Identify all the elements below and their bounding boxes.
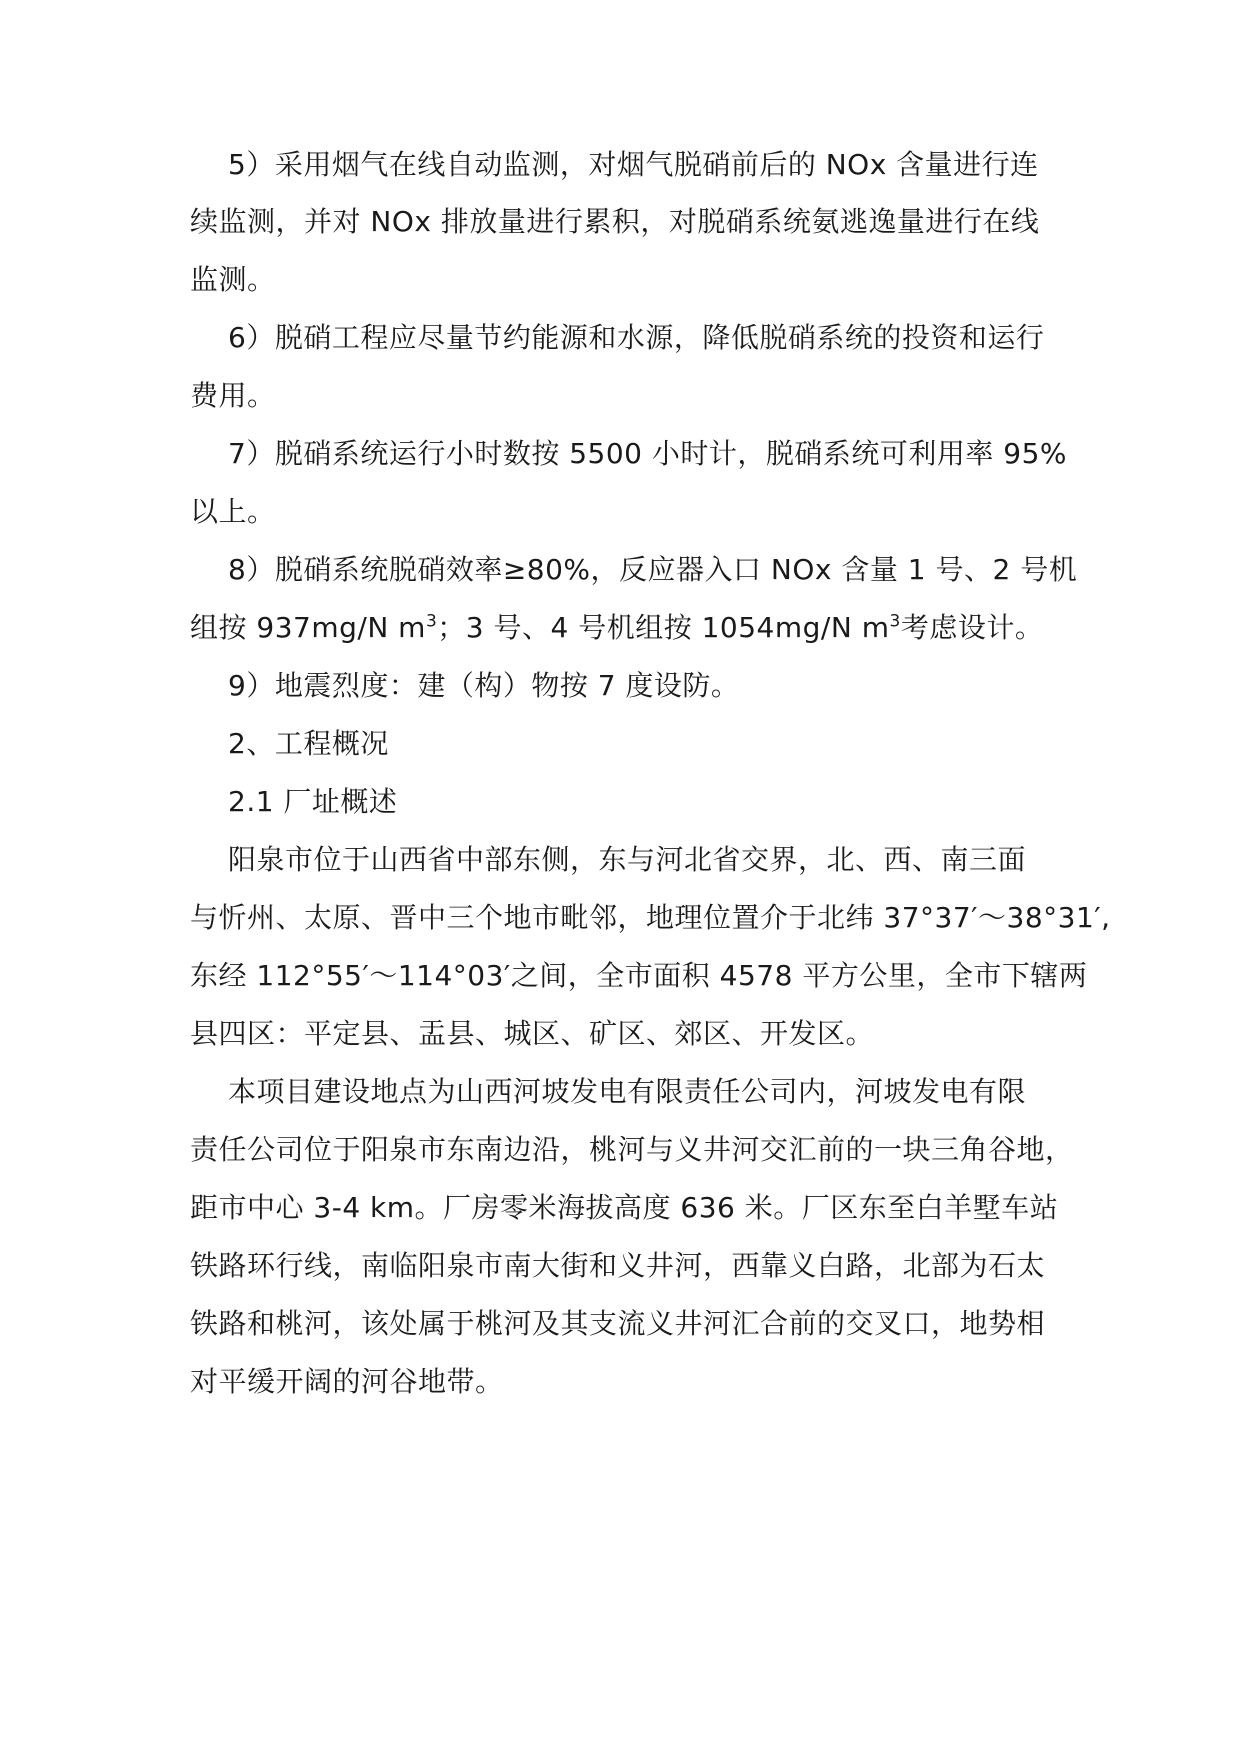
- text-line: 阳泉市位于山西省中部东侧，东与河北省交界，北、西、南三面: [228, 843, 1027, 876]
- text-line: 续监测，并对 NOx 排放量进行累积，对脱硝系统氨逃逸量进行在线: [190, 205, 1040, 238]
- text-line: 监测。: [190, 263, 276, 296]
- superscript: 3: [889, 611, 901, 632]
- text-line: 对平缓开阔的河谷地带。: [190, 1365, 504, 1398]
- text-line: 本项目建设地点为山西河坡发电有限责任公司内，河坡发电有限: [228, 1075, 1027, 1108]
- subsection-heading: 2.1 厂址概述: [228, 785, 398, 818]
- text-line: 5）采用烟气在线自动监测，对烟气脱硝前后的 NOx 含量进行连: [228, 148, 1039, 181]
- text-line: 7）脱硝系统运行小时数按 5500 小时计，脱硝系统可利用率 95%: [228, 437, 1068, 470]
- text-line: 距市中心 3-4 km。厂房零米海拔高度 636 米。厂区东至白羊墅车站: [190, 1191, 1059, 1224]
- text-line: 铁路环行线，南临阳泉市南大街和义井河，西靠义白路，北部为石太: [190, 1249, 1046, 1282]
- text-line: 铁路和桃河，该处属于桃河及其支流义井河汇合前的交叉口，地势相: [190, 1307, 1046, 1340]
- text-line: 责任公司位于阳泉市东南边沿，桃河与义井河交汇前的一块三角谷地，: [190, 1133, 1074, 1166]
- text-line: 9）地震烈度：建（构）物按 7 度设防。: [228, 669, 740, 702]
- superscript: 3: [425, 611, 438, 632]
- text-fragment: 考虑设计。: [900, 611, 1044, 644]
- text-line: 6）脱硝工程应尽量节约能源和水源，降低脱硝系统的投资和运行: [228, 321, 1045, 354]
- text-line: 以上。: [190, 495, 276, 528]
- text-fragment: 组按 937mg/N m: [190, 611, 426, 644]
- text-line: 东经 112°55′～114°03′之间，全市面积 4578 平方公里，全市下辖两: [190, 959, 1088, 992]
- text-line: 费用。: [190, 379, 276, 412]
- text-line: 8）脱硝系统脱硝效率≥80%，反应器入口 NOx 含量 1 号、2 号机: [228, 553, 1078, 586]
- text-fragment: ；3 号、4 号机组按 1054mg/N m: [437, 611, 890, 644]
- section-heading: 2、工程概况: [228, 727, 389, 760]
- text-line: 县四区：平定县、盂县、城区、矿区、郊区、开发区。: [190, 1017, 875, 1050]
- text-line: 与忻州、太原、晋中三个地市毗邻，地理位置介于北纬 37°37′～38°31′,: [190, 901, 1111, 934]
- text-line-with-superscripts: [190, 608, 1043, 648]
